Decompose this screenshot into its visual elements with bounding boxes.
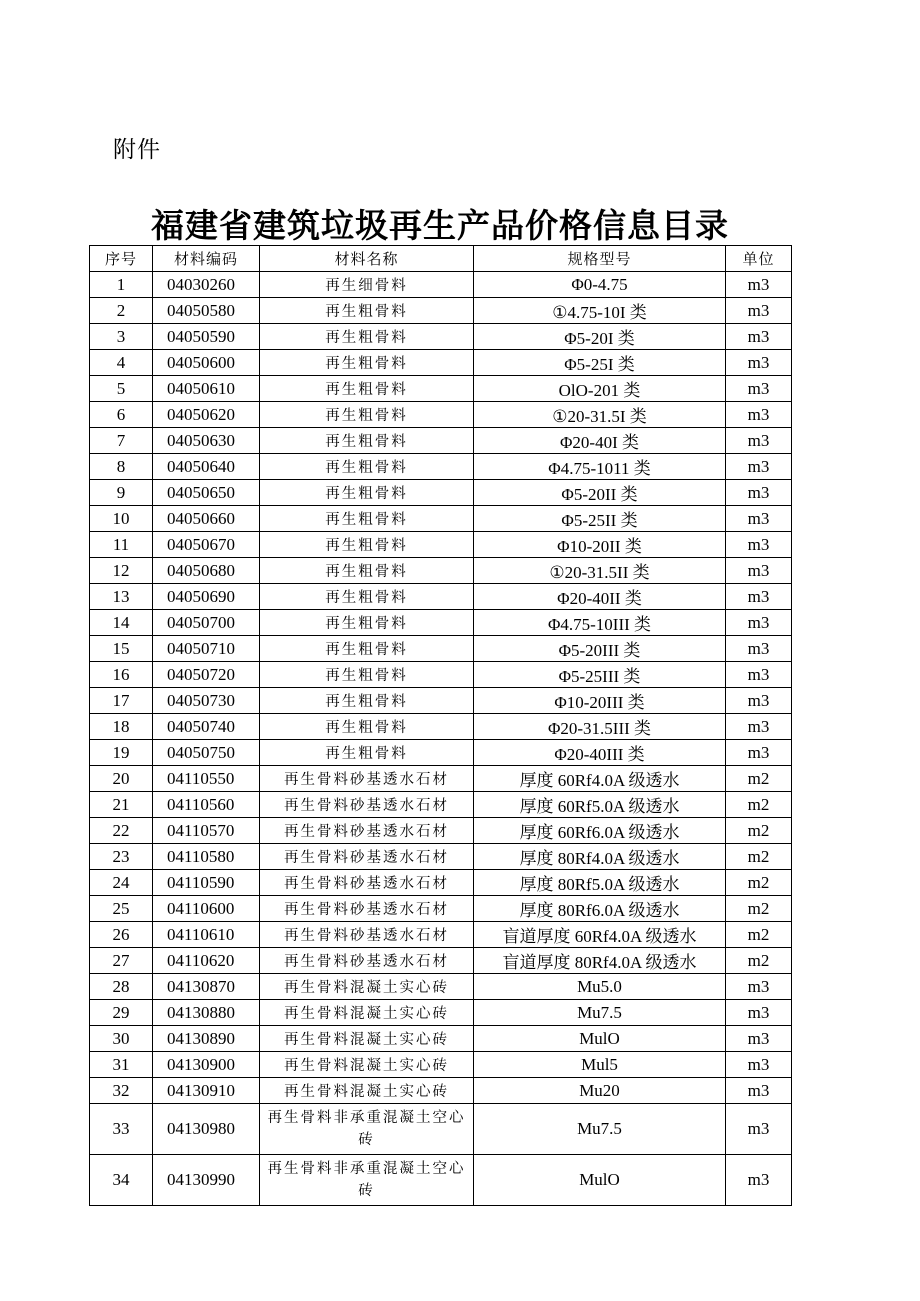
row-number-cell: 12	[90, 558, 153, 584]
spec-model-cell: 厚度 60Rf5.0A 级透水	[474, 792, 726, 818]
unit-cell: m2	[726, 792, 792, 818]
material-code-cell: 04110570	[153, 818, 260, 844]
table-row	[90, 376, 792, 402]
spec-model-cell: Mu20	[474, 1078, 726, 1104]
material-code-cell: 04050590	[153, 324, 260, 350]
table-row	[90, 324, 792, 350]
spec-model-cell: MulO	[474, 1155, 726, 1206]
material-code-cell: 04050600	[153, 350, 260, 376]
column-header-no: 序号	[90, 246, 153, 272]
row-number-cell: 20	[90, 766, 153, 792]
table-row	[90, 1026, 792, 1052]
material-code-cell: 04050700	[153, 610, 260, 636]
material-name-cell: 再生骨料砂基透水石材	[260, 870, 474, 896]
row-number-cell: 34	[90, 1155, 153, 1206]
table-row	[90, 766, 792, 792]
table-row	[90, 844, 792, 870]
unit-cell: m3	[726, 1104, 792, 1155]
page-title: 福建省建筑垃圾再生产品价格信息目录	[151, 206, 729, 245]
table-row	[90, 740, 792, 766]
unit-cell: m3	[726, 584, 792, 610]
spec-model-cell: 厚度 80Rf5.0A 级透水	[474, 870, 726, 896]
material-name-cell: 再生骨料砂基透水石材	[260, 948, 474, 974]
spec-model-cell: 盲道厚度 60Rf4.0A 级透水	[474, 922, 726, 948]
row-number-cell: 28	[90, 974, 153, 1000]
table-row	[90, 272, 792, 298]
unit-cell: m3	[726, 714, 792, 740]
table-row	[90, 1000, 792, 1026]
material-code-cell: 04130900	[153, 1052, 260, 1078]
unit-cell: m3	[726, 610, 792, 636]
row-number-cell: 30	[90, 1026, 153, 1052]
table-row	[90, 1155, 792, 1206]
spec-model-cell: MulO	[474, 1026, 726, 1052]
table-row	[90, 532, 792, 558]
unit-cell: m3	[726, 350, 792, 376]
spec-model-cell: 厚度 60Rf4.0A 级透水	[474, 766, 726, 792]
unit-cell: m3	[726, 324, 792, 350]
row-number-cell: 5	[90, 376, 153, 402]
row-number-cell: 14	[90, 610, 153, 636]
material-code-cell: 04110580	[153, 844, 260, 870]
material-name-cell: 再生粗骨料	[260, 376, 474, 402]
row-number-cell: 1	[90, 272, 153, 298]
row-number-cell: 26	[90, 922, 153, 948]
table-row	[90, 1104, 792, 1155]
spec-model-cell: Φ0-4.75	[474, 272, 726, 298]
material-name-cell: 再生粗骨料	[260, 610, 474, 636]
unit-cell: m3	[726, 688, 792, 714]
material-name-cell: 再生粗骨料	[260, 428, 474, 454]
spec-model-cell: Φ20-40III 类	[474, 740, 726, 766]
table-row	[90, 636, 792, 662]
table-row	[90, 584, 792, 610]
row-number-cell: 21	[90, 792, 153, 818]
unit-cell: m3	[726, 558, 792, 584]
row-number-cell: 15	[90, 636, 153, 662]
material-name-cell: 再生粗骨料	[260, 636, 474, 662]
spec-model-cell: Mu5.0	[474, 974, 726, 1000]
unit-cell: m3	[726, 1000, 792, 1026]
material-code-cell: 04030260	[153, 272, 260, 298]
unit-cell: m3	[726, 454, 792, 480]
table-row	[90, 792, 792, 818]
material-name-cell: 再生粗骨料	[260, 350, 474, 376]
row-number-cell: 13	[90, 584, 153, 610]
row-number-cell: 27	[90, 948, 153, 974]
material-name-cell: 再生粗骨料	[260, 480, 474, 506]
material-code-cell: 04050610	[153, 376, 260, 402]
material-code-cell: 04110550	[153, 766, 260, 792]
material-code-cell: 04130890	[153, 1026, 260, 1052]
row-number-cell: 33	[90, 1104, 153, 1155]
unit-cell: m3	[726, 1078, 792, 1104]
spec-model-cell: OlO-201 类	[474, 376, 726, 402]
unit-cell: m2	[726, 922, 792, 948]
material-name-cell: 再生骨料混凝土实心砖	[260, 1000, 474, 1026]
table-row	[90, 610, 792, 636]
unit-cell: m3	[726, 480, 792, 506]
material-code-cell: 04050580	[153, 298, 260, 324]
unit-cell: m2	[726, 844, 792, 870]
material-name-cell: 再生粗骨料	[260, 714, 474, 740]
material-code-cell: 04050730	[153, 688, 260, 714]
material-name-cell: 再生骨料非承重混凝土空心砖	[260, 1155, 474, 1206]
row-number-cell: 31	[90, 1052, 153, 1078]
row-number-cell: 23	[90, 844, 153, 870]
material-name-cell: 再生粗骨料	[260, 298, 474, 324]
spec-model-cell: Φ5-20III 类	[474, 636, 726, 662]
spec-model-cell: 厚度 60Rf6.0A 级透水	[474, 818, 726, 844]
row-number-cell: 6	[90, 402, 153, 428]
spec-model-cell: Φ20-40II 类	[474, 584, 726, 610]
table-row	[90, 1052, 792, 1078]
spec-model-cell: Φ5-25III 类	[474, 662, 726, 688]
row-number-cell: 19	[90, 740, 153, 766]
unit-cell: m3	[726, 1026, 792, 1052]
material-code-cell: 04110560	[153, 792, 260, 818]
row-number-cell: 17	[90, 688, 153, 714]
spec-model-cell: 厚度 80Rf4.0A 级透水	[474, 844, 726, 870]
spec-model-cell: Φ20-31.5III 类	[474, 714, 726, 740]
row-number-cell: 22	[90, 818, 153, 844]
spec-model-cell: Φ4.75-10III 类	[474, 610, 726, 636]
material-name-cell: 再生粗骨料	[260, 402, 474, 428]
material-name-cell: 再生骨料混凝土实心砖	[260, 974, 474, 1000]
spec-model-cell: Φ5-25II 类	[474, 506, 726, 532]
spec-model-cell: Φ5-25I 类	[474, 350, 726, 376]
material-name-cell: 再生粗骨料	[260, 740, 474, 766]
material-code-cell: 04130880	[153, 1000, 260, 1026]
table-row	[90, 402, 792, 428]
material-code-cell: 04050670	[153, 532, 260, 558]
unit-cell: m3	[726, 376, 792, 402]
material-code-cell: 04050750	[153, 740, 260, 766]
unit-cell: m3	[726, 1052, 792, 1078]
material-code-cell: 04130980	[153, 1104, 260, 1155]
material-code-cell: 04110600	[153, 896, 260, 922]
column-header-name: 材料名称	[260, 246, 474, 272]
material-code-cell: 04050720	[153, 662, 260, 688]
unit-cell: m2	[726, 818, 792, 844]
material-name-cell: 再生骨料混凝土实心砖	[260, 1078, 474, 1104]
row-number-cell: 8	[90, 454, 153, 480]
material-name-cell: 再生骨料混凝土实心砖	[260, 1026, 474, 1052]
material-name-cell: 再生粗骨料	[260, 506, 474, 532]
material-name-cell: 再生粗骨料	[260, 532, 474, 558]
material-name-cell: 再生骨料非承重混凝土空心砖	[260, 1104, 474, 1155]
row-number-cell: 3	[90, 324, 153, 350]
material-code-cell: 04050650	[153, 480, 260, 506]
table-row	[90, 974, 792, 1000]
table-row	[90, 480, 792, 506]
table-row	[90, 428, 792, 454]
table-row	[90, 506, 792, 532]
column-header-code: 材料编码	[153, 246, 260, 272]
table-row	[90, 818, 792, 844]
material-name-cell: 再生粗骨料	[260, 558, 474, 584]
material-name-cell: 再生骨料砂基透水石材	[260, 844, 474, 870]
price-catalog-table	[89, 245, 792, 1206]
spec-model-cell: Φ10-20III 类	[474, 688, 726, 714]
material-name-cell: 再生粗骨料	[260, 688, 474, 714]
table-row	[90, 714, 792, 740]
spec-model-cell: Φ5-20I 类	[474, 324, 726, 350]
unit-cell: m2	[726, 948, 792, 974]
table-row	[90, 688, 792, 714]
material-name-cell: 再生细骨料	[260, 272, 474, 298]
material-code-cell: 04050710	[153, 636, 260, 662]
material-code-cell: 04110610	[153, 922, 260, 948]
column-header-unit: 单位	[726, 246, 792, 272]
unit-cell: m2	[726, 870, 792, 896]
material-name-cell: 再生骨料混凝土实心砖	[260, 1052, 474, 1078]
table-row	[90, 558, 792, 584]
row-number-cell: 11	[90, 532, 153, 558]
material-code-cell: 04050630	[153, 428, 260, 454]
spec-model-cell: Φ10-20II 类	[474, 532, 726, 558]
spec-model-cell: Mul5	[474, 1052, 726, 1078]
row-number-cell: 2	[90, 298, 153, 324]
row-number-cell: 7	[90, 428, 153, 454]
row-number-cell: 4	[90, 350, 153, 376]
table-row	[90, 870, 792, 896]
unit-cell: m3	[726, 272, 792, 298]
material-name-cell: 再生粗骨料	[260, 662, 474, 688]
column-header-spec: 规格型号	[474, 246, 726, 272]
spec-model-cell: ①20-31.5I 类	[474, 402, 726, 428]
material-name-cell: 再生骨料砂基透水石材	[260, 818, 474, 844]
table-row	[90, 298, 792, 324]
row-number-cell: 24	[90, 870, 153, 896]
material-name-cell: 再生骨料砂基透水石材	[260, 922, 474, 948]
unit-cell: m3	[726, 402, 792, 428]
unit-cell: m3	[726, 298, 792, 324]
spec-model-cell: Φ5-20II 类	[474, 480, 726, 506]
unit-cell: m2	[726, 766, 792, 792]
row-number-cell: 9	[90, 480, 153, 506]
material-code-cell: 04050640	[153, 454, 260, 480]
row-number-cell: 18	[90, 714, 153, 740]
spec-model-cell: ①20-31.5II 类	[474, 558, 726, 584]
table-header-row	[90, 246, 792, 272]
table-row	[90, 896, 792, 922]
material-name-cell: 再生骨料砂基透水石材	[260, 896, 474, 922]
material-code-cell: 04110620	[153, 948, 260, 974]
unit-cell: m3	[726, 1155, 792, 1206]
row-number-cell: 32	[90, 1078, 153, 1104]
spec-model-cell: Mu7.5	[474, 1104, 726, 1155]
material-code-cell: 04050740	[153, 714, 260, 740]
unit-cell: m3	[726, 506, 792, 532]
table-row	[90, 922, 792, 948]
material-name-cell: 再生粗骨料	[260, 584, 474, 610]
row-number-cell: 29	[90, 1000, 153, 1026]
material-name-cell: 再生粗骨料	[260, 324, 474, 350]
unit-cell: m3	[726, 974, 792, 1000]
unit-cell: m3	[726, 532, 792, 558]
row-number-cell: 25	[90, 896, 153, 922]
attachment-label: 附件	[113, 137, 161, 163]
material-code-cell: 04110590	[153, 870, 260, 896]
material-code-cell: 04130990	[153, 1155, 260, 1206]
material-code-cell: 04050680	[153, 558, 260, 584]
table-row	[90, 350, 792, 376]
material-name-cell: 再生粗骨料	[260, 454, 474, 480]
table-row	[90, 454, 792, 480]
material-code-cell: 04050620	[153, 402, 260, 428]
spec-model-cell: Φ4.75-1011 类	[474, 454, 726, 480]
table-row	[90, 948, 792, 974]
material-code-cell: 04130870	[153, 974, 260, 1000]
table-row	[90, 1078, 792, 1104]
unit-cell: m3	[726, 636, 792, 662]
spec-model-cell: Mu7.5	[474, 1000, 726, 1026]
spec-model-cell: 厚度 80Rf6.0A 级透水	[474, 896, 726, 922]
spec-model-cell: 盲道厚度 80Rf4.0A 级透水	[474, 948, 726, 974]
row-number-cell: 16	[90, 662, 153, 688]
material-code-cell: 04050690	[153, 584, 260, 610]
unit-cell: m3	[726, 428, 792, 454]
material-code-cell: 04130910	[153, 1078, 260, 1104]
unit-cell: m3	[726, 662, 792, 688]
spec-model-cell: Φ20-40I 类	[474, 428, 726, 454]
unit-cell: m2	[726, 896, 792, 922]
material-code-cell: 04050660	[153, 506, 260, 532]
row-number-cell: 10	[90, 506, 153, 532]
material-name-cell: 再生骨料砂基透水石材	[260, 792, 474, 818]
unit-cell: m3	[726, 740, 792, 766]
spec-model-cell: ①4.75-10I 类	[474, 298, 726, 324]
table-row	[90, 662, 792, 688]
material-name-cell: 再生骨料砂基透水石材	[260, 766, 474, 792]
